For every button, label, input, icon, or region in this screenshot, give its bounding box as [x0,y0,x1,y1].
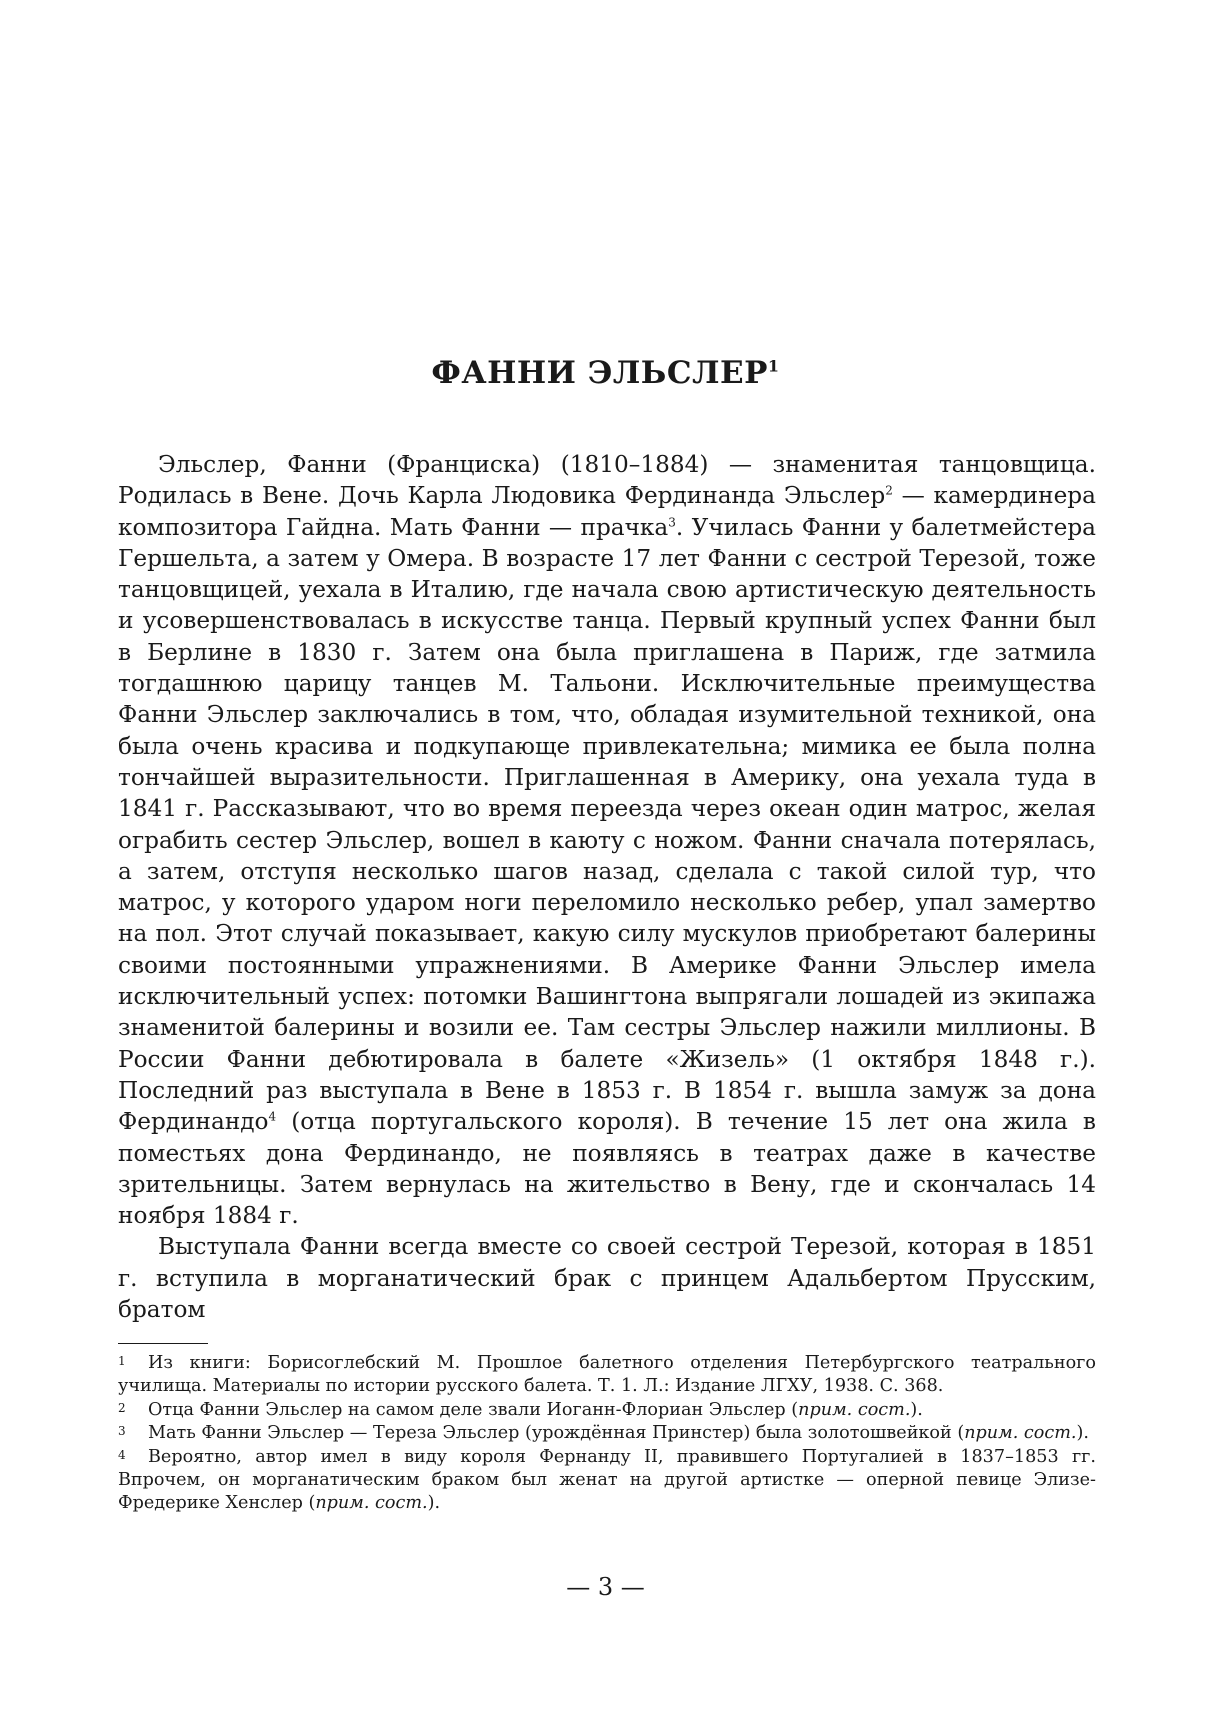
paragraph-1-part-c: . Училась Фанни у балетмейстера Гершельта, а затем у Омера. В возрасте 17 лет Фанни с сестрой Терезой, тоже танцовщицей, уехала в Италию, где начала свою артистическую деятельность и усовершенствовалась в искусстве танца. Первый крупный успех Фанни был в Берлине в 1830 г. Затем она была приглашена в Париж, где затмила тогдашнюю царицу танцев М. Тальони. Исключительные преимущества Фанни Эльслер заключались в том, что, обладая изумительной техникой, она была очень красива и подкупающе привлекательна; мимика ее была полна тончайшей выразительности. Приглашенная в Америку, она уехала туда в 1841 г. Рассказывают, что во время переезда через океан один матрос, желая ограбить сестер Эльслер, вошел в каюту с ножом. Фанни сначала потерялась, а затем, отступя несколько шагов назад, сделала с такой силой тур, что матрос, у которого ударом ноги переломило несколько ребер, упал замертво на пол. Этот случай показывает, какую силу мускулов приобретают балерины своими постоянными упражнениями. В Америке Фанни Эльслер имела исключительный успех: потомки Вашингтона выпрягали лошадей из экипажа знаменитой балерины и возили ее. Там сестры Эльслер нажили миллионы. В России Фанни дебютировала в балете «Жизель» (1 октября 1848 г.). Последний раз выступала в Вене в 1853 г. В 1854 г. вышла замуж за дона Фердинандо [118,513,1097,1136]
paragraph-1-part-a: Эльслер, Фанни (Франциска) (1810–1884) — знаменитая танцовщица. Родилась в Вене. Дочь Карла Людовика Фердинанда Эльслер [118,451,1096,510]
paragraph-1-part-d: (отца португальского короля). В течение 15 лет она жила в поместьях дона Фердинандо, не появляясь в театрах даже в качестве зрительницы. Затем вернулась на жительство в Вену, где и скончалась 14 ноября 1884 г. [118,1108,1096,1230]
footnote-3-mark: 3 [118,1424,126,1439]
footnote-2-mark: 2 [118,1400,126,1415]
footnote-2-text: Отца Фанни Эльслер на самом деле звали Иоганн-Флориан Эльслер ( [148,1399,799,1420]
footnote-3-note: прим. сост. [964,1423,1077,1444]
footnotes [118,1352,1096,1516]
footnote-ref-2: 2 [885,483,893,498]
footnote-2 [118,1399,1096,1422]
footnote-3-after: ). [1076,1423,1089,1444]
main-text [118,449,1096,1325]
footnote-1-mark: 1 [118,1354,126,1368]
footnote-3-text: Мать Фанни Эльслер — Тереза Эльслер (урождённая Принстер) была золотошвейкой ( [148,1423,965,1444]
footnote-4-note: прим. сост. [315,1493,428,1514]
footnote-4 [118,1446,1096,1516]
footnote-ref-3: 3 [668,514,676,529]
paragraph-1-part-b: — камердинера композитора Гайдна. Мать Фанни — прачка [118,482,1096,541]
footnote-1-text: Из книги: Борисоглебский М. Прошлое балетного отделения Петербургского театрального училища. Материалы по истории русского балета. Т. 1. Л.: Издание ЛГХУ, 1938. С. 368. [118,1353,1096,1397]
paragraph-2: Выступала Фанни всегда вместе со своей сестрой Терезой, которая в 1851 г. вступила в морганатический брак с принцем Адальбертом Прусским, братом [118,1233,1096,1324]
title-footnote-ref: 1 [767,356,780,376]
footnote-4-text: Вероятно, автор имел в виду короля Фернанду II, правившего Португалией в 1837–1853 гг. Впрочем, он морганатическим браком был женат на другой артистке — оперной певице Элизе-Фредерике Хенслер ( [118,1446,1096,1514]
footnote-1 [118,1352,1096,1399]
footnote-divider [118,1343,208,1344]
footnote-3 [118,1422,1096,1445]
footnote-ref-4: 4 [268,1109,277,1124]
paragraph-1 [118,449,1096,1231]
chapter-title [0,355,1211,391]
footnote-2-after: ). [910,1399,923,1420]
chapter-title-text: ФАННИ ЭЛЬСЛЕР [431,355,768,391]
footnote-4-mark: 4 [118,1447,126,1462]
footnote-2-note: прим. сост. [798,1399,911,1420]
page-number: — 3 — [566,1573,645,1601]
footnote-4-after: ). [427,1493,441,1514]
